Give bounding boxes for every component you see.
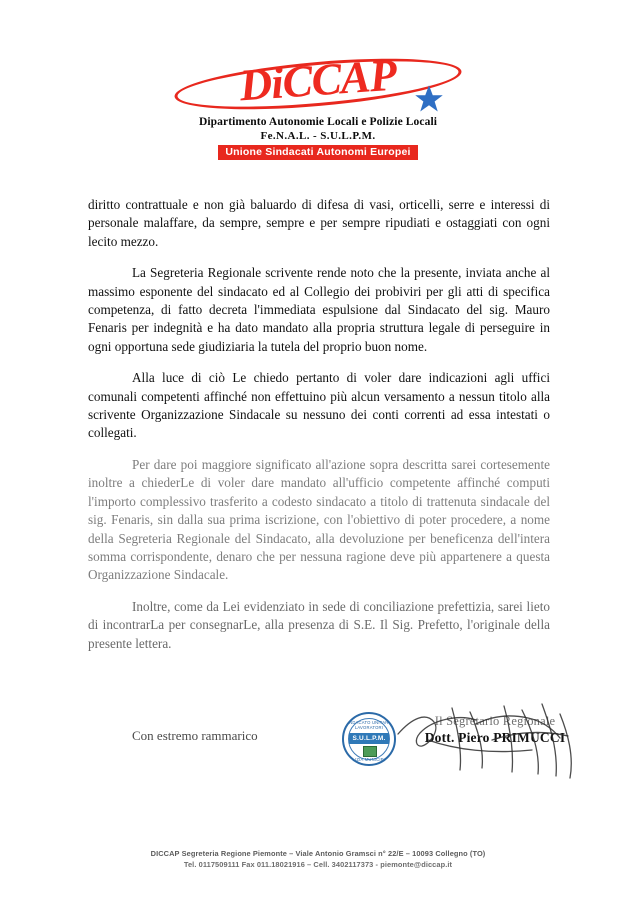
department-line: Dipartimento Autonomie Locali e Polizie Locali	[198, 116, 438, 128]
paragraph: La Segreteria Regionale scrivente rende noto che la presente, inviata anche al massimo esponente del sindacato ed al Collegio dei probiviri per gli atti di specifica competenza, di fatto decreta l'immediata espulsione dal Sindacato del sig. Mauro Fenaris per indegnità e ha dato mandato alla propria struttura legale di perseguire in ogni opportuna sede giudiziaria la tutela del proprio buon nome.	[88, 265, 550, 354]
page-footer	[0, 848, 636, 870]
footer-contact-line: Tel. 0117509111 Fax 011.18021916 – Cell. 3402117373 - piemonte@diccap.it	[183, 860, 453, 869]
letter-body	[88, 196, 550, 666]
paragraph: Inoltre, come da Lei evidenziato in sede di conciliazione prefettizia, sarei lieto di incontrarLa per consegnarLe, alla presenza di S.E. Il Sig. Prefetto, l'originale della presente lettera.	[88, 598, 550, 651]
closing-line: Con estremo rammarico	[132, 728, 258, 743]
paragraph: Per dare poi maggiore significato all'azione sopra descritta sarei cortesemente inoltre a chiederLe di voler dare mandato all'ufficio competente affinché computi l'importo complessivo trasferito a codesto sindacato a titolo di trattenuta sindacale del sig. Fenaris, sin dalla sua prima iscrizione, con l'obiettivo di poter procedere, a nome della Segreteria Regionale del Sindacato, alla devoluzione per beneficenza dell'intera somma corrispondente, denaro che per nessuna ragione deve più appartenere a questa Organizzazione Sindacale.	[88, 456, 550, 583]
paragraph: diritto contrattuale e non già baluardo di difesa di vasi, orticelli, serre e interessi di personale malaffare, da sempre, sempre e per sempre ripudiati e ostaggiati con ogni lecito mezzo.	[88, 197, 550, 249]
signatory-role: Il Segretario Regionale	[434, 714, 556, 728]
letterhead	[0, 49, 636, 160]
stamp-crest-icon	[363, 746, 377, 757]
banner-unione-sindacati: Unione Sindacati Autonomi Europei	[218, 145, 417, 160]
official-stamp	[342, 712, 396, 766]
signature-text	[400, 714, 590, 746]
signatory-name: Dott. Piero PRIMUCCI	[424, 730, 566, 745]
stamp-arc-top-text: SINDACATO UNITARIO LAVORATORI	[344, 720, 394, 730]
footer-address-line: DICCAP Segreteria Regione Piemonte – Viale Antonio Gramsci n° 22/E – 10093 Collegno (TO)	[150, 849, 486, 858]
stamp-band-text: S.U.L.P.M.	[349, 733, 389, 744]
diccap-logo	[168, 49, 468, 114]
logo-wordmark: DiCCAP	[237, 49, 398, 111]
stamp-arc-bottom-text: POLIZIA MUNICIPALE	[346, 757, 392, 762]
federation-line: Fe.N.A.L. - S.U.L.P.M.	[260, 130, 376, 142]
signature-block	[336, 706, 596, 786]
paragraph: Alla luce di ciò Le chiedo pertanto di voler dare indicazioni agli uffici comunali competenti affinché non effettuino più alcun versamento a nessun titolo alla scrivente Organizzazione Sindacale su nessuno dei conti correnti ad essa intestati o collegati.	[88, 370, 550, 441]
star-icon	[414, 84, 444, 114]
